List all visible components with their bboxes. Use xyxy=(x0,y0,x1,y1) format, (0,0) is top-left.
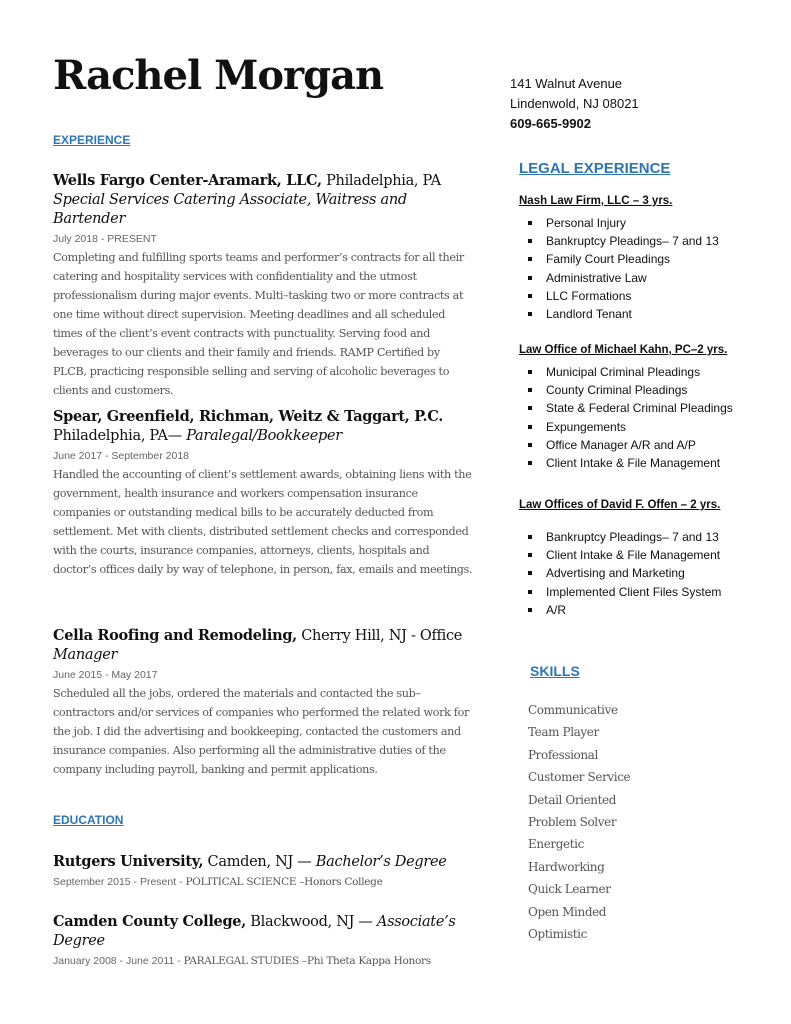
skill-item: Professional xyxy=(528,747,598,762)
list-item-text: Bankruptcy Pleadings– 7 and 13 xyxy=(546,530,719,544)
list-item-text: Administrative Law xyxy=(546,270,647,285)
job-location: Philadelphia, PA— xyxy=(53,428,187,444)
skill-item: Optimistic xyxy=(528,927,587,942)
firm-duties-list xyxy=(519,528,769,619)
job-company: Wells Fargo Center-Aramark, LLC, xyxy=(53,172,322,189)
skill-item: Quick Learner xyxy=(528,882,611,897)
list-item-text: Municipal Criminal Pleadings xyxy=(546,365,701,379)
list-item-text: County Criminal Pleadings xyxy=(546,383,688,398)
bullet-square-icon xyxy=(528,312,532,316)
job-description: Handled the accounting of client’s settlement awards, obtaining liens with the government, health insurance and workers compensation insurance companies or outstanding medical bills to be accurately deducted from settlement. Met with clients, distributed settlement checks and corresponded with the courts, insurance companies, attorneys, clients, hospitals and doctor’s offices daily by way of telephone, in person, fax, emails and meetings. xyxy=(53,468,473,576)
job-title-line xyxy=(53,171,473,229)
bullet-square-icon xyxy=(528,425,532,429)
bullet-square-icon xyxy=(528,406,532,410)
job-dates: June 2015 - May 2017 xyxy=(53,669,158,681)
list-item-text: Implemented Client Files System xyxy=(546,584,722,599)
list-item-text: Family Court Pleadings xyxy=(546,252,671,267)
education-dates: September 2015 - Present - xyxy=(53,876,186,888)
bullet-square-icon xyxy=(528,294,532,298)
job-description: Scheduled all the jobs, ordered the materials and contacted the sub–contractors and/or services of companies who performed the related work for the job. I did the advertising and bookkeeping, contacted the customers and insurance companies. Also performing all the administrative duties of the company including payroll, banking and permit applications. xyxy=(53,687,469,776)
bullet-square-icon xyxy=(528,443,532,447)
education-entry xyxy=(53,912,483,967)
education-dates: January 2008 - June 2011 - xyxy=(53,955,184,967)
skill-item: Team Player xyxy=(528,725,599,740)
skill-item: Customer Service xyxy=(528,770,631,785)
contact-block xyxy=(510,74,639,134)
list-item xyxy=(519,601,769,619)
bullet-square-icon xyxy=(528,239,532,243)
address-line-2: Lindenwold, NJ 08021 xyxy=(510,96,639,111)
job-dates: June 2017 - September 2018 xyxy=(53,450,190,462)
education-program: PARALEGAL STUDIES –Phi Theta Kappa Honors xyxy=(183,955,431,967)
job-role: Paralegal/Bookkeeper xyxy=(186,428,342,444)
school-name: Rutgers University, xyxy=(53,853,204,870)
job-role: Manager xyxy=(53,647,118,663)
phone-number: 609-665-9902 xyxy=(510,116,591,131)
school-name: Camden County College, xyxy=(53,913,246,930)
bullet-square-icon xyxy=(528,461,532,465)
job-title-line xyxy=(53,407,473,446)
bullet-square-icon xyxy=(528,571,532,575)
address-line-1: 141 Walnut Avenue xyxy=(510,76,623,91)
skill-item: Energetic xyxy=(528,837,584,852)
list-item-text: Expungements xyxy=(546,419,627,434)
list-item xyxy=(519,232,769,250)
list-item xyxy=(519,418,769,436)
skills-heading: SKILLS xyxy=(530,663,580,679)
education-heading: EDUCATION xyxy=(53,813,124,827)
job-company: Cella Roofing and Remodeling, xyxy=(53,627,297,644)
law-firm-entry xyxy=(519,195,769,323)
degree: Bachelor’s Degree xyxy=(315,854,447,870)
job-location: Cherry Hill, NJ - Office xyxy=(296,628,463,644)
skills-list xyxy=(528,699,630,945)
education-title-line xyxy=(53,852,483,872)
job-entry xyxy=(53,171,473,400)
skill-item: Open Minded xyxy=(528,904,607,919)
list-item xyxy=(519,436,769,454)
list-item xyxy=(519,250,769,268)
list-item-text: Office Manager A/R and A/P xyxy=(546,437,696,452)
bullet-square-icon xyxy=(528,535,532,539)
job-dates: July 2018 - PRESENT xyxy=(53,233,157,245)
skill-item: Hardworking xyxy=(528,859,605,874)
firm-name: Law Office of Michael Kahn, PC–2 yrs. xyxy=(519,344,728,356)
skill-item: Detail Oriented xyxy=(528,792,617,807)
bullet-square-icon xyxy=(528,221,532,225)
law-firm-entry xyxy=(519,344,769,472)
school-location: Blackwood, NJ — xyxy=(245,914,377,930)
list-item xyxy=(519,214,769,232)
firm-duties-list xyxy=(519,214,769,323)
list-item xyxy=(519,305,769,323)
education-details xyxy=(53,876,483,888)
list-item xyxy=(519,287,769,305)
job-company: Spear, Greenfield, Richman, Weitz & Taggart, P.C. xyxy=(53,408,443,425)
legal-experience-heading: LEGAL EXPERIENCE xyxy=(519,160,671,177)
law-firm-entry xyxy=(519,499,769,619)
list-item-text: A/R xyxy=(546,602,567,617)
list-item-text: Advertising and Marketing xyxy=(546,566,685,581)
school-location: Camden, NJ — xyxy=(203,854,316,870)
job-location: Philadelphia, PA xyxy=(321,173,441,189)
bullet-square-icon xyxy=(528,370,532,374)
bullet-square-icon xyxy=(528,257,532,261)
list-item-text: State & Federal Criminal Pleadings xyxy=(546,401,733,416)
list-item-text: Personal Injury xyxy=(546,216,627,230)
firm-name: Nash Law Firm, LLC – 3 yrs. xyxy=(519,195,673,207)
job-entry xyxy=(53,407,473,579)
list-item xyxy=(519,399,769,417)
firm-name: Law Offices of David F. Offen – 2 yrs. xyxy=(519,499,721,511)
education-program: POLITICAL SCIENCE –Honors College xyxy=(185,876,383,888)
list-item-text: Client Intake & File Management xyxy=(546,548,721,563)
list-item-text: Landlord Tenant xyxy=(546,307,632,322)
list-item xyxy=(519,269,769,287)
list-item xyxy=(519,528,769,546)
list-item xyxy=(519,454,769,472)
list-item xyxy=(519,381,769,399)
job-description: Completing and fulfilling sports teams and performer’s contracts for all their catering and hospitality services with confidentiality and the utmost professionalism during major events. Multi–tasking two or more contracts at one time without direct supervision. Meeting deadlines and all scheduled times of the client’s event contracts with punctuality. Serving food and beverages to our clients and their family and friends. RAMP Certified by PLCB, practicing responsible selling and serving of alcoholic beverages to clients and customers. xyxy=(53,251,464,397)
skill-item: Communicative xyxy=(528,703,618,717)
bullet-square-icon xyxy=(528,388,532,392)
education-details xyxy=(53,955,483,967)
candidate-name: Rachel Morgan xyxy=(53,52,384,99)
education-entry xyxy=(53,852,483,888)
bullet-square-icon xyxy=(528,553,532,557)
degree: Associate’s Degree xyxy=(53,914,456,949)
bullet-square-icon xyxy=(528,590,532,594)
education-title-line xyxy=(53,912,483,951)
list-item-text: Client Intake & File Management xyxy=(546,456,721,471)
job-title-line xyxy=(53,626,473,665)
bullet-square-icon xyxy=(528,608,532,612)
list-item xyxy=(519,546,769,564)
bullet-square-icon xyxy=(528,276,532,280)
experience-heading: EXPERIENCE xyxy=(53,133,131,147)
job-entry xyxy=(53,626,473,779)
firm-duties-list xyxy=(519,363,769,472)
list-item-text: Bankruptcy Pleadings– 7 and 13 xyxy=(546,234,719,249)
skill-item: Problem Solver xyxy=(528,815,617,830)
list-item xyxy=(519,363,769,381)
list-item-text: LLC Formations xyxy=(546,288,632,303)
list-item xyxy=(519,583,769,601)
list-item xyxy=(519,564,769,582)
job-role: Special Services Catering Associate, Waitress and Bartender xyxy=(53,192,407,227)
